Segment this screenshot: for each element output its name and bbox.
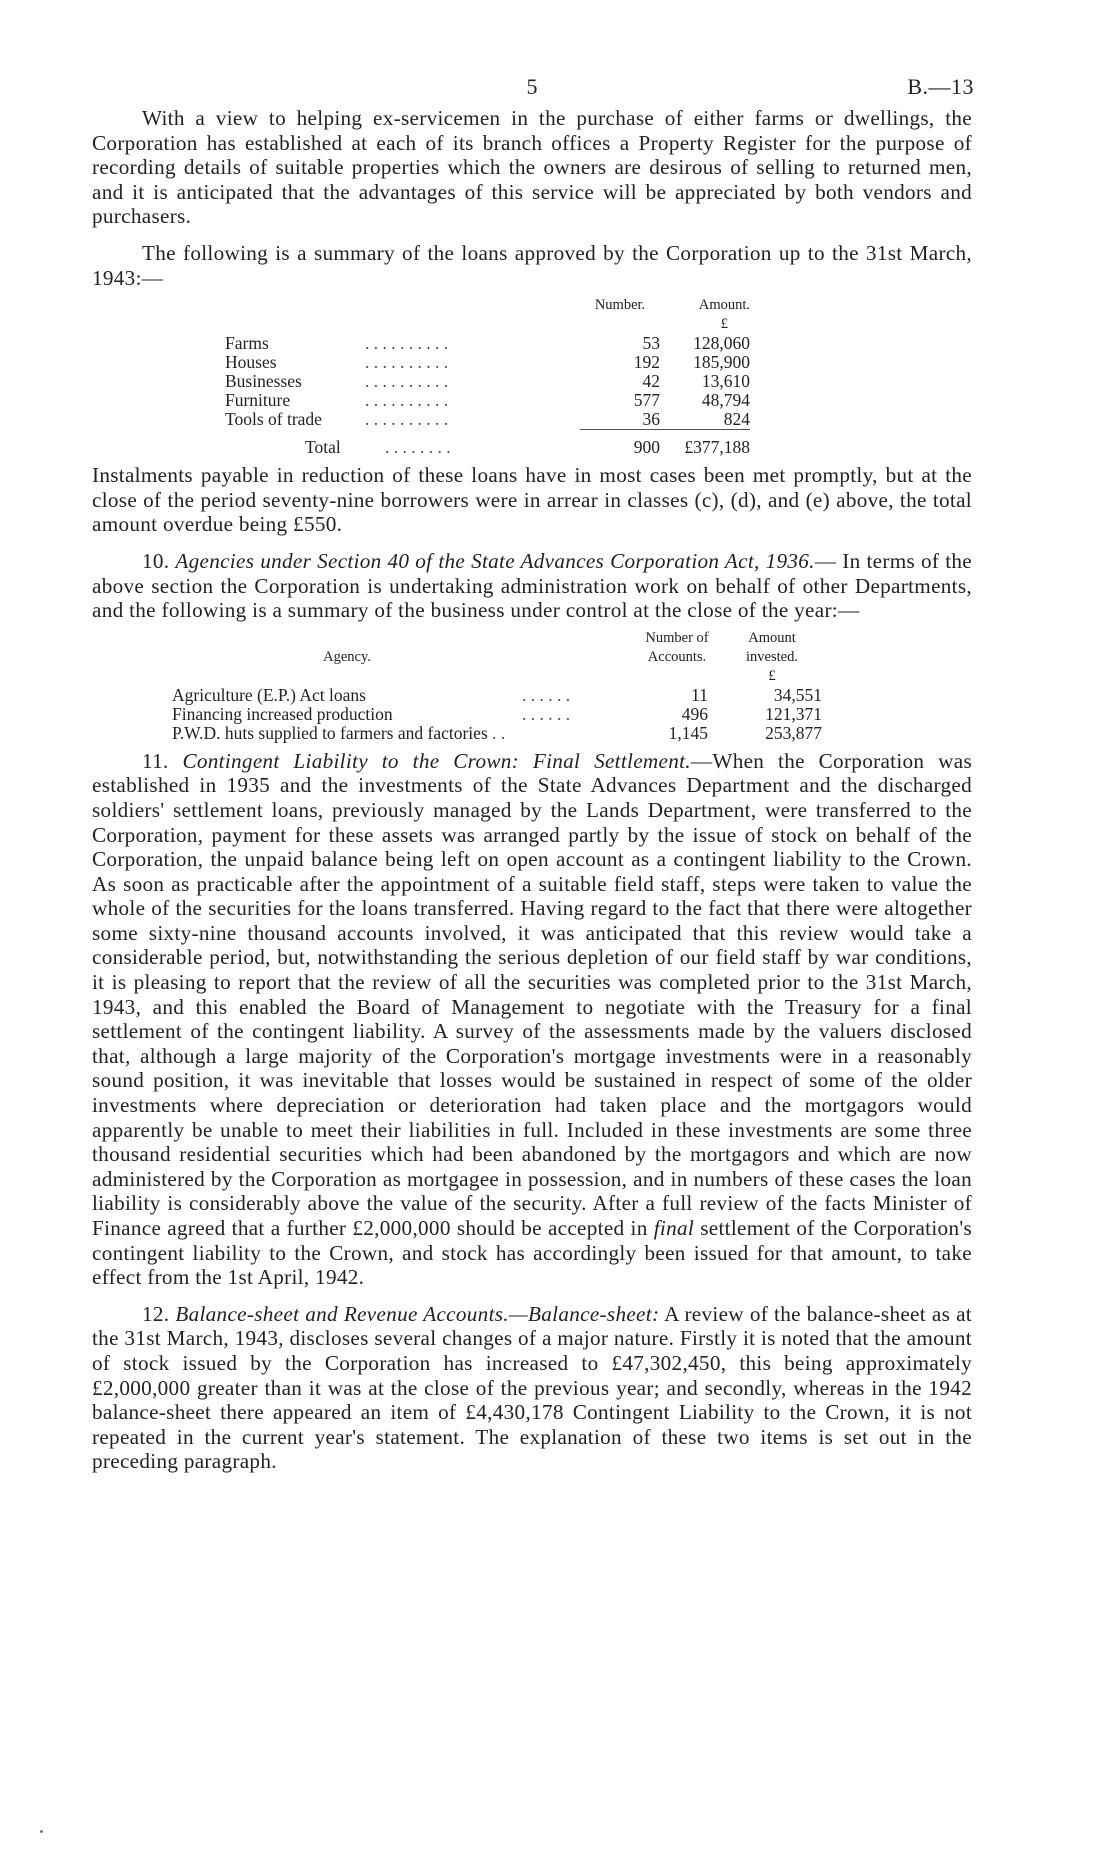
leader-dots: . . . . . . . . . . (365, 390, 449, 411)
table-row (172, 686, 822, 705)
row-amount: 824 (723, 409, 750, 430)
column-header-number: Number. (594, 297, 646, 314)
section-number: 12. (142, 1301, 170, 1326)
section-11-paragraph (92, 749, 972, 1290)
paragraph-property-register: With a view to helping ex-servicemen in the purchase of either farms or dwellings, the Corporation has established at each of its branch offices a Property Register for the purpose of recording details of suitable properties which the owners are desirous of selling to returned men, and it is anticipated that the advantages of this service will be appreciated by both vendors and purchasers. (92, 106, 972, 229)
leader-dots: . . . . . . . . (385, 437, 451, 458)
row-amount: 13,610 (701, 371, 750, 392)
row-number: 1,145 (668, 722, 708, 743)
currency-symbol: £ (720, 316, 728, 333)
section-heading: Agencies under Section 40 of the State Advances Corporation Act, 1936. (175, 548, 815, 573)
row-amount: 34,551 (773, 684, 822, 705)
section-12-paragraph (92, 1302, 972, 1474)
leader-dots: . . . . . . . . . . (365, 333, 449, 354)
row-label: Furniture (225, 390, 291, 411)
section-heading: Contingent Liability to the Crown: Final Settlement. (182, 748, 691, 773)
page-header (92, 74, 972, 106)
leader-dots: . . . . . . (522, 703, 571, 724)
leader-dots: . . . . . . (522, 684, 571, 705)
emphasis-final: final (653, 1216, 695, 1240)
total-number: 900 (633, 437, 660, 458)
table-row (225, 410, 750, 430)
loans-table (225, 296, 750, 457)
table-total-row (225, 438, 750, 457)
row-label: Tools of trade (225, 409, 322, 430)
section-text-cont: settlement of the Corporation's contingent liability to the Crown, and stock has accordingly been issued for that amount, to take effect from the 1st April, 1942. (92, 1216, 972, 1290)
section-text: — In terms of the above section the Corporation is undertaking administration work on behalf of other Departments, and the following is a summary of the business under control at the close of the year:— (92, 548, 972, 623)
leader-dots: . . . . . . . . . . (365, 409, 449, 430)
row-number: 53 (642, 333, 660, 354)
table-row (225, 372, 750, 391)
table-row (225, 353, 750, 372)
row-number: 577 (633, 390, 660, 411)
page-number: 5 (526, 74, 538, 99)
row-number: 192 (633, 352, 660, 373)
agency-table (172, 629, 822, 743)
row-amount: 185,900 (693, 352, 750, 373)
table-row (225, 334, 750, 353)
total-label: Total (305, 437, 341, 458)
section-10-paragraph (92, 549, 972, 623)
document-reference: B.—13 (907, 74, 974, 99)
section-heading: Balance-sheet and Revenue Accounts.—Balance-sheet: (175, 1301, 660, 1326)
section-number: 10. (142, 548, 170, 573)
column-header-invested: Amount invested. (746, 629, 798, 665)
section-text: A review of the balance-sheet as at the 31st March, 1943, discloses several changes of a major nature. Firstly it is noted that the amount of stock issued by the Corporation has increased to £47,302,450, this being approximately £2,000,000 greater than it was at the close of the previous year; and secondly, whereas in the 1942 balance-sheet there appeared an item of £4,430,178 Contingent Liability to the Crown, it is not repeated in the current year's statement. The explanation of these two items is set out in the preceding paragraph. (92, 1301, 972, 1474)
table-row (172, 705, 822, 724)
leader-dots: . . . . . . . . . . (365, 371, 449, 392)
row-label: Farms (225, 333, 269, 354)
row-number: 36 (642, 409, 660, 430)
table-row (172, 724, 822, 743)
row-amount: 253,877 (765, 722, 822, 743)
scan-speck (40, 1830, 43, 1833)
paragraph-instalments: Instalments payable in reduction of these loans have in most cases been met promptly, but at the close of the period seventy-nine borrowers were in arrear in classes (c), (d), and (e) above, the total amount overdue being £550. (92, 463, 972, 537)
column-header-agency: Agency. (323, 648, 371, 665)
document-page (92, 74, 972, 1474)
total-amount: £377,188 (684, 437, 750, 458)
row-label: Houses (225, 352, 277, 373)
row-label: P.W.D. huts supplied to farmers and factories . . (172, 722, 506, 743)
table-row (225, 391, 750, 410)
column-header-accounts: Number of Accounts. (645, 629, 709, 665)
row-amount: 128,060 (693, 333, 750, 354)
currency-symbol: £ (768, 667, 776, 684)
row-label: Businesses (225, 371, 302, 392)
row-label: Financing increased production (172, 703, 393, 724)
section-text: —When the Corporation was established in 1935 and the investments of the State Advances Department and the discharged soldiers' settlement loans, previously managed by the Lands Department, were transferred to the Corporation, payment for these assets was arranged partly by the issue of stock on behalf of the Corporation, the unpaid balance being left on open account as a contingent liability to the Crown. As soon as practicable after the appointment of a suitable field staff, steps were taken to value the whole of the securities for the loans transferred. Having regard to the fact that there were altogether some sixty-nine thousand accounts involved, it was anticipated that this review would take a considerable period, but, notwithstanding the serious depletion of our field staff by war conditions, it is pleasing to report that the review of all the securities was completed prior to the 31st March, 1943, and this enabled the Board of Management to negotiate with the Treasury for a final settlement of the contingent liability. A survey of the assessments made by the valuers disclosed that, although a large majority of the Corporation's mortgage investments were in a reasonably sound position, it was inevitable that losses would be sustained in respect of some of the older investments where depreciation or deterioration had taken place and the mortgagors would apparently be unable to meet their liabilities in full. Included in these investments are some three thousand residential securities which had been abandoned by the mortgagors and which are now administered by the Corporation as mortgagee in possession, and in numbers of these cases the loan liability is considerably above the value of the security. After a full review of the facts Minister of Finance agreed that a further £2,000,000 should be accepted in (92, 748, 972, 1240)
paragraph-loans-summary-intro: The following is a summary of the loans approved by the Corporation up to the 31st March, 1943:— (92, 240, 972, 290)
section-number: 11. (142, 748, 169, 773)
row-number: 496 (681, 703, 708, 724)
leader-dots: . . . . . . . . . . (365, 352, 449, 373)
column-header-amount: Amount. (698, 297, 750, 314)
row-amount: 121,371 (765, 703, 822, 724)
row-number: 42 (642, 371, 660, 392)
row-amount: 48,794 (701, 390, 750, 411)
row-label: Agriculture (E.P.) Act loans (172, 684, 366, 705)
row-number: 11 (691, 684, 708, 705)
